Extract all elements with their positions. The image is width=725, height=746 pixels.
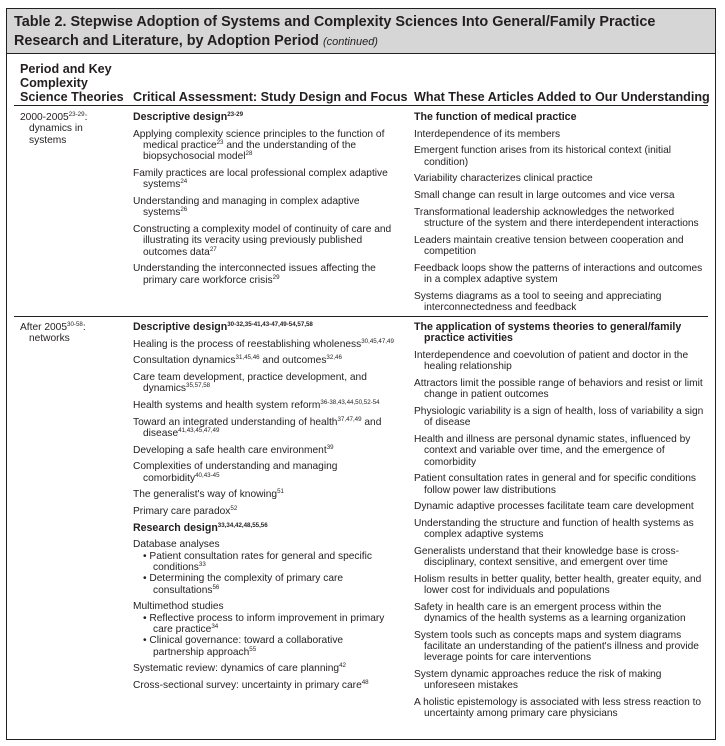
item-text: Toward an integrated understanding of health — [133, 416, 338, 428]
table-title — [14, 13, 714, 52]
header-period — [20, 62, 124, 104]
item-sup: 52 — [230, 505, 238, 513]
research-heading — [133, 523, 395, 534]
assessment-item — [133, 168, 395, 191]
multimethod-item: • Clinical governance: toward a collaborative partnership approach$^{55}$ — [143, 635, 344, 658]
assessment-item — [133, 372, 395, 395]
period-label: 2000-2005 — [20, 112, 69, 123]
period-colon: : — [84, 112, 88, 123]
item-sup: 30,45,47,49 — [361, 337, 394, 345]
item-text: Healing is the process of reestablishing wholeness — [133, 338, 362, 350]
item-text: Health systems and health system reform — [133, 400, 321, 412]
period-colon: : — [82, 322, 86, 333]
item-sup: 29 — [272, 273, 280, 281]
item-sup: 33 — [198, 561, 206, 569]
item-text: The generalist's way of knowing — [133, 489, 278, 501]
understanding-item: Generalists understand that their knowledge base is cross-disciplinary, context sensitive, and emergent over time — [414, 545, 680, 569]
continued-label: (continued) — [322, 36, 378, 48]
cross-sectional-survey — [133, 680, 395, 691]
item-sup: 51 — [277, 488, 284, 496]
item-sup: 40,43-45 — [195, 471, 220, 479]
systematic-review — [133, 663, 395, 674]
heading-sup: 33,34,42,48,55,56 — [217, 521, 268, 529]
understanding-item: Safety in health care is an emergent process within the dynamics of the health systems as a learning organization — [414, 601, 686, 625]
database-item: • Determining the complexity of primary care consultations$^{56}$ — [143, 573, 344, 596]
understanding-item: Attractors limit the possible range of behaviors and resist or limit change in patient outcomes — [414, 377, 703, 401]
item-text: Understanding the interconnected issues affecting the primary care workforce crisis — [133, 263, 376, 286]
assessment-item — [133, 263, 395, 286]
assessment-item — [133, 506, 395, 517]
multimethod-item: • Reflective process to inform improvement in primary care practice$^{34}$ — [143, 612, 385, 635]
understanding-item: Variability characterizes clinical practice — [414, 173, 593, 185]
understanding-item: Physiologic variability is a sign of health, loss of variability a sign of disease — [414, 405, 704, 429]
heading-text: Descriptive design — [133, 111, 228, 123]
understanding-item: Feedback loops show the patterns of interactions and outcomes in a complex adaptive system — [414, 262, 703, 285]
item-text: Reflective process to inform improvement in primary care practice — [149, 612, 385, 635]
item-sup: 37,47,49 — [337, 415, 362, 423]
item-text: Systematic review: dynamics of care planning — [133, 663, 340, 675]
understanding-item: Understanding the structure and function of health systems as complex adaptive systems — [414, 517, 694, 541]
item-sup-b: 28 — [245, 150, 253, 158]
heading-text: Descriptive design — [133, 321, 228, 333]
item-sup: 39 — [326, 443, 334, 451]
item-text-b: and disease — [143, 416, 382, 440]
item-sup: 23 — [216, 138, 224, 146]
header-rule — [14, 105, 708, 106]
item-sup: 42 — [339, 662, 346, 670]
item-text: Family practices are local professional complex adaptive systems — [133, 167, 388, 191]
assessment-item — [133, 489, 395, 500]
period-theory: networks — [29, 333, 70, 345]
understanding-item: System tools such as concepts maps and system diagrams facilitate an understanding of the patient's illness and provide leverage points for care interventions — [414, 629, 699, 664]
item-text-b: and outcomes — [259, 355, 327, 367]
item-text: Developing a safe health care environment — [133, 444, 327, 456]
period-after-2005 — [20, 322, 86, 345]
period1-assessment — [133, 112, 395, 291]
assessment-item — [133, 445, 395, 456]
database-label: Database analyses — [133, 539, 220, 551]
understanding-item: Transformational leadership acknowledges the networked structure of the system and there interdependent interactions — [414, 206, 699, 230]
period1-understanding — [414, 112, 706, 319]
assessment-item — [133, 129, 395, 163]
heading-sup: 23-29 — [227, 111, 244, 118]
item-text: Complexities of understanding and managing comorbidity — [133, 461, 338, 484]
item-sup: 48 — [361, 678, 369, 686]
understanding-item: Health and illness are personal dynamic states, influenced by context and variable over time, and the emergence of comorbidity — [414, 433, 691, 468]
table-title-text: Table 2. Stepwise Adoption of Systems and Complexity Sciences Into General/Family Practice Research and Literature, by Adoption Period — [14, 14, 656, 49]
understanding-item: System dynamic approaches reduce the risk of making unforeseen mistakes — [414, 669, 662, 692]
item-text: Cross-sectional survey: uncertainty in primary care — [133, 679, 362, 691]
item-text: Constructing a complexity model of continuity of care and illustrating its veracity using previously published outcomes data — [133, 223, 392, 258]
period2-understanding — [414, 322, 706, 725]
item-text: Clinical governance: toward a collaborative partnership approach — [149, 635, 344, 658]
header-assessment: Critical Assessment: Study Design and Focus — [133, 90, 408, 104]
item-sup: 27 — [209, 245, 217, 253]
period-label: After 2005 — [20, 322, 68, 333]
database-item: • Patient consultation rates for general and specific conditions$^{33}$ — [143, 550, 372, 574]
understanding-item: Interdependence and coevolution of patient and doctor in the healing relationship — [414, 349, 689, 373]
heading-text: Research design — [133, 521, 218, 534]
header-understanding: What These Articles Added to Our Understanding — [414, 90, 710, 104]
item-sup: 31,45,46 — [235, 354, 260, 362]
assessment-item — [133, 196, 395, 219]
item-sup: 26 — [180, 206, 188, 214]
understanding-heading: The function of medical practice — [414, 111, 577, 123]
item-text: Primary care paradox — [133, 506, 231, 518]
item-text: Understanding and managing in complex adaptive systems — [133, 195, 360, 219]
period2-assessment — [133, 322, 395, 697]
header-period-line1: Period and Key — [20, 62, 112, 76]
understanding-item: Interdependence of its members — [414, 128, 561, 140]
item-sup: 35,57,58 — [186, 382, 211, 390]
item-text: Care team development, practice development, and dynamics — [133, 372, 367, 395]
assessment-item — [133, 461, 395, 484]
item-text: Determining the complexity of primary care consultations — [149, 573, 344, 596]
item-sup-b: 41,43,45,47,49 — [178, 427, 220, 435]
heading-sup: 30-32,35-41,43-47,49-54,57,58 — [227, 321, 313, 328]
item-sup-b: 32,46 — [326, 354, 342, 362]
item-sup: 55 — [249, 645, 257, 653]
item-sup: 24 — [180, 178, 188, 186]
period-sup: 30-58 — [67, 321, 83, 328]
assessment-heading — [133, 322, 395, 333]
header-period-line2: Complexity — [20, 76, 88, 90]
understanding-item: Holism results in better quality, better health, greater equity, and lower cost for individuals and populations — [414, 573, 702, 597]
understanding-item: Small change can result in large outcomes and vice versa — [414, 190, 675, 202]
multimethod-label: Multimethod studies — [133, 601, 224, 613]
understanding-item: Dynamic adaptive processes facilitate team care development — [414, 501, 694, 513]
period-theory: dynamics in systems — [29, 123, 83, 146]
item-text-b: and the understanding of the biopsychosocial model — [143, 139, 357, 163]
assessment-item — [133, 400, 395, 411]
understanding-item: Leaders maintain creative tension between cooperation and competition — [414, 234, 684, 258]
understanding-item: Systems diagrams as a tool to seeing and appreciating interconnectedness and feedback — [414, 290, 662, 313]
item-text: Consultation dynamics — [133, 355, 236, 367]
header-period-line3: Science Theories — [20, 90, 124, 104]
period-sup: 23-29 — [68, 111, 85, 118]
assessment-item — [133, 224, 395, 258]
understanding-item: A holistic epistemology is associated with less stress reaction to uncertainty among primary care physicians — [414, 697, 702, 720]
assessment-heading — [133, 112, 395, 123]
item-sup: 34 — [211, 622, 219, 630]
understanding-item: Patient consultation rates in general and for specific conditions follow power law distributions — [414, 473, 697, 496]
item-sup: 36-38,43,44,50,52-54 — [320, 399, 380, 407]
assessment-item — [133, 355, 395, 366]
assessment-item — [133, 339, 395, 350]
period-2000-2005 — [20, 112, 111, 146]
understanding-heading: The application of systems theories to general/family practice activities — [414, 321, 682, 345]
item-text: Applying complexity science principles to the function of medical practice — [133, 128, 385, 151]
item-text: Patient consultation rates for general and specific conditions — [149, 550, 372, 574]
understanding-item: Emergent function arises from its historical context (initial condition) — [414, 145, 672, 168]
assessment-item — [133, 417, 395, 440]
item-sup: 56 — [212, 583, 220, 591]
